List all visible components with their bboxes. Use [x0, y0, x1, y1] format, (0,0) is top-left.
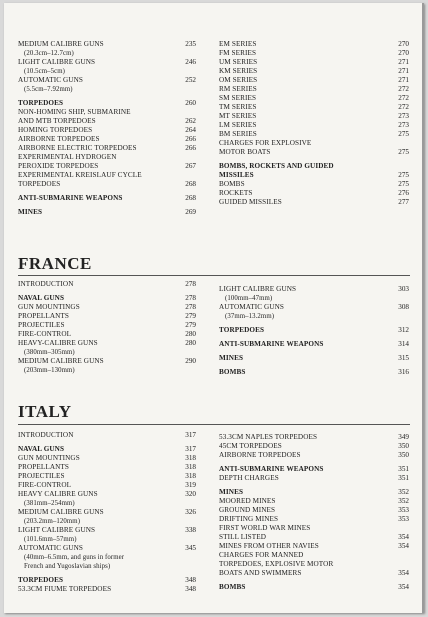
toc-entry-title: MEDIUM CALIBRE GUNS: [18, 357, 104, 365]
toc-entry-title: NAVAL GUNS: [18, 445, 65, 453]
toc-entry: [219, 103, 409, 112]
toc-entry: [219, 551, 409, 560]
toc-entry-title: EXPERIMENTAL HYDROGEN: [18, 153, 117, 161]
toc-entry-page: 271: [398, 58, 409, 66]
toc-entry-page: 338: [185, 526, 196, 534]
top-left-column: [18, 40, 196, 217]
toc-entry-title: EXPERIMENTAL KREISLAUF CYCLE: [18, 171, 142, 179]
toc-entry: [219, 326, 409, 335]
toc-entry-title: NAVAL GUNS: [18, 294, 65, 302]
toc-entry: [18, 280, 196, 289]
toc-entry-title: AUTOMATIC GUNS: [219, 303, 284, 311]
toc-entry-page: 267: [185, 162, 196, 170]
toc-entry-page: 278: [185, 280, 196, 288]
toc-entry-title: (37mm–13.2mm): [225, 313, 275, 320]
toc-entry: [219, 121, 409, 130]
toc-entry-page: 318: [185, 454, 196, 462]
toc-entry: [219, 354, 409, 363]
toc-entry-title: INTRODUCTION: [18, 431, 74, 439]
toc-entry-title: LIGHT CALIBRE GUNS: [18, 526, 96, 534]
toc-entry-title: AIRBORNE TORPEDOES: [219, 451, 301, 459]
toc-entry: [219, 180, 409, 189]
toc-entry-title: ROCKETS: [219, 189, 253, 197]
toc-entry: [219, 488, 409, 497]
toc-entry: [18, 321, 196, 330]
toc-entry-title: TORPEDOES: [219, 326, 265, 334]
toc-entry-title: (10.5cm–5cm): [24, 68, 66, 75]
toc-entry-title: EM SERIES: [219, 40, 257, 48]
toc-entry-title: GUN MOUNTINGS: [18, 454, 80, 462]
top-right-column: [219, 40, 409, 207]
toc-entry: [219, 451, 409, 460]
toc-entry-title: CHARGES FOR MANNED: [219, 551, 304, 559]
toc-entry-page: 266: [185, 135, 196, 143]
toc-entry: [18, 67, 196, 76]
toc-entry: [18, 526, 196, 535]
toc-entry-page: 270: [398, 40, 409, 48]
toc-entry: [219, 533, 409, 542]
toc-entry: [18, 481, 196, 490]
toc-entry-page: 268: [185, 180, 196, 188]
toc-entry-title: BM SERIES: [219, 130, 257, 138]
toc-entry-title: ANTI-SUBMARINE WEAPONS: [219, 465, 324, 473]
france-right-column: [219, 285, 409, 377]
toc-entry-page: 351: [398, 474, 409, 482]
toc-entry-title: LIGHT CALIBRE GUNS: [18, 58, 96, 66]
toc-entry: [18, 431, 196, 440]
toc-entry-page: 279: [185, 321, 196, 329]
toc-entry-page: 303: [398, 285, 409, 293]
toc-entry-title: BOMBS: [219, 180, 245, 188]
toc-entry-page: 278: [185, 294, 196, 302]
toc-entry-title: FIRST WORLD WAR MINES: [219, 524, 311, 532]
toc-entry-title: (203mm–130mm): [24, 367, 75, 374]
toc-entry-page: 278: [185, 303, 196, 311]
toc-entry: [219, 294, 409, 303]
toc-entry-title: (100mm–47mm): [225, 295, 273, 302]
toc-entry: [219, 583, 409, 592]
toc-entry: [18, 294, 196, 303]
toc-entry-title: MINES FROM OTHER NAVIES: [219, 542, 319, 550]
toc-entry-title: FIRE-CONTROL: [18, 330, 72, 338]
toc-entry-page: 262: [185, 117, 196, 125]
toc-entry: [219, 171, 409, 180]
toc-entry-title: (40mm–6.5mm, and guns in former: [24, 554, 125, 561]
toc-entry: [18, 162, 196, 171]
toc-entry: [18, 463, 196, 472]
toc-entry: [219, 303, 409, 312]
toc-entry-page: 348: [185, 576, 196, 584]
toc-entry-title: MEDIUM CALIBRE GUNS: [18, 40, 104, 48]
toc-entry-page: 275: [398, 171, 409, 179]
toc-entry-title: LM SERIES: [219, 121, 257, 129]
toc-entry-title: AIRBORNE ELECTRIC TORPEDOES: [18, 144, 137, 152]
toc-entry-title: MEDIUM CALIBRE GUNS: [18, 508, 104, 516]
france-rule: [18, 275, 410, 276]
toc-entry: [18, 357, 196, 366]
toc-entry-title: (381mm–254mm): [24, 500, 75, 507]
toc-entry: [18, 49, 196, 58]
toc-entry-page: 312: [398, 326, 409, 334]
toc-entry-title: (101.6mm–57mm): [24, 536, 77, 543]
toc-entry: [219, 162, 409, 171]
italy-heading: ITALY: [18, 402, 72, 421]
toc-entry: [219, 148, 409, 157]
toc-entry-page: 348: [185, 585, 196, 593]
toc-entry-title: 53.3CM FIUME TORPEDOES: [18, 585, 112, 593]
toc-entry-title: French and Yugoslavian ships): [24, 563, 111, 570]
toc-entry-title: LIGHT CALIBRE GUNS: [219, 285, 297, 293]
toc-entry-title: DEPTH CHARGES: [219, 474, 279, 482]
toc-entry-title: MISSILES: [219, 171, 254, 179]
toc-entry-title: BOMBS, ROCKETS AND GUIDED: [219, 162, 334, 170]
toc-entry: [219, 58, 409, 67]
toc-entry-title: PROPELLANTS: [18, 312, 70, 320]
toc-entry-title: DRIFTING MINES: [219, 515, 279, 523]
toc-entry-page: 277: [398, 198, 409, 206]
toc-entry: [18, 40, 196, 49]
toc-entry: [219, 139, 409, 148]
toc-entry-title: FIRE-CONTROL: [18, 481, 72, 489]
toc-entry-page: 275: [398, 148, 409, 156]
toc-entry-title: KM SERIES: [219, 67, 258, 75]
toc-entry: [18, 126, 196, 135]
toc-entry: [18, 58, 196, 67]
toc-entry-title: BOMBS: [219, 368, 246, 376]
toc-entry-title: SM SERIES: [219, 94, 257, 102]
toc-entry: [219, 49, 409, 58]
toc-entry-title: NON-HOMING SHIP, SUBMARINE: [18, 108, 131, 116]
toc-entry-page: 318: [185, 463, 196, 471]
toc-entry: [18, 472, 196, 481]
toc-entry-page: 272: [398, 94, 409, 102]
toc-entry-title: HOMING TORPEDOES: [18, 126, 93, 134]
toc-entry: [219, 130, 409, 139]
italy-rule: [18, 424, 410, 425]
toc-entry: [18, 144, 196, 153]
toc-entry-title: MINES: [18, 208, 43, 216]
toc-entry-title: AND MTB TORPEDOES: [18, 117, 96, 125]
toc-entry: [18, 303, 196, 312]
toc-entry-page: 275: [398, 180, 409, 188]
toc-entry: [18, 108, 196, 117]
toc-entry-page: 345: [185, 544, 196, 552]
toc-entry-title: PROJECTILES: [18, 472, 65, 480]
toc-entry-title: PROPELLANTS: [18, 463, 70, 471]
contents-page: [4, 3, 424, 613]
toc-entry-page: 317: [185, 445, 196, 453]
toc-entry: [219, 515, 409, 524]
toc-entry: [18, 194, 196, 203]
toc-entry-page: 349: [398, 433, 409, 441]
toc-entry-page: 308: [398, 303, 409, 311]
toc-entry-page: 315: [398, 354, 409, 362]
toc-entry-title: PEROXIDE TORPEDOES: [18, 162, 99, 170]
toc-entry-title: AIRBORNE TORPEDOES: [18, 135, 100, 143]
toc-entry: [219, 189, 409, 198]
toc-entry-title: MINES: [219, 488, 244, 496]
toc-entry: [18, 517, 196, 526]
toc-entry: [219, 368, 409, 377]
toc-entry-page: 354: [398, 533, 409, 541]
toc-entry: [219, 474, 409, 483]
toc-entry-page: 246: [185, 58, 196, 66]
toc-entry-title: TORPEDOES: [18, 99, 64, 107]
toc-entry: [219, 465, 409, 474]
toc-entry: [18, 348, 196, 357]
toc-entry: [18, 85, 196, 94]
toc-entry-page: 271: [398, 76, 409, 84]
toc-entry-title: AUTOMATIC GUNS: [18, 76, 83, 84]
toc-entry-title: TORPEDOES: [18, 180, 61, 188]
toc-entry-page: 276: [398, 189, 409, 197]
toc-entry: [219, 312, 409, 321]
toc-entry-page: 317: [185, 431, 196, 439]
toc-entry-title: MT SERIES: [219, 112, 257, 120]
toc-entry-page: 260: [185, 99, 196, 107]
italy-right-column: [219, 433, 409, 592]
italy-left-column: [18, 431, 196, 594]
toc-entry: [219, 442, 409, 451]
toc-entry-title: MINES: [219, 354, 244, 362]
toc-entry-title: TORPEDOES, EXPLOSIVE MOTOR: [219, 560, 334, 568]
toc-entry: [18, 171, 196, 180]
toc-entry: [18, 180, 196, 189]
toc-entry-page: 269: [185, 208, 196, 216]
toc-entry: [18, 135, 196, 144]
toc-entry-page: 354: [398, 542, 409, 550]
toc-entry: [18, 508, 196, 517]
toc-entry-page: 353: [398, 506, 409, 514]
toc-entry: [219, 94, 409, 103]
toc-entry: [219, 560, 409, 569]
toc-entry-page: 272: [398, 103, 409, 111]
toc-entry: [18, 153, 196, 162]
toc-entry: [18, 99, 196, 108]
toc-entry-page: 280: [185, 330, 196, 338]
toc-entry: [219, 542, 409, 551]
toc-entry-page: 290: [185, 357, 196, 365]
toc-entry-title: (380mm–305mm): [24, 349, 75, 356]
toc-entry: [18, 339, 196, 348]
toc-entry: [18, 76, 196, 85]
toc-entry-title: ANTI-SUBMARINE WEAPONS: [219, 340, 324, 348]
toc-entry-page: 320: [185, 490, 196, 498]
toc-entry-title: AUTOMATIC GUNS: [18, 544, 83, 552]
toc-entry-page: 235: [185, 40, 196, 48]
toc-entry-page: 351: [398, 465, 409, 473]
toc-entry-title: INTRODUCTION: [18, 280, 74, 288]
toc-entry-page: 280: [185, 339, 196, 347]
toc-entry-title: CHARGES FOR EXPLOSIVE: [219, 139, 312, 147]
france-heading: FRANCE: [18, 254, 92, 273]
toc-entry-page: 350: [398, 451, 409, 459]
toc-entry: [219, 285, 409, 294]
toc-entry: [18, 490, 196, 499]
toc-entry-title: PROJECTILES: [18, 321, 65, 329]
toc-entry-title: GROUND MINES: [219, 506, 276, 514]
toc-entry-title: STILL LISTED: [219, 533, 267, 541]
toc-entry-page: 266: [185, 144, 196, 152]
toc-entry-page: 252: [185, 76, 196, 84]
toc-entry-page: 264: [185, 126, 196, 134]
toc-entry: [219, 67, 409, 76]
toc-entry-page: 353: [398, 515, 409, 523]
toc-entry-title: TM SERIES: [219, 103, 257, 111]
toc-entry: [18, 553, 196, 562]
toc-entry-page: 352: [398, 488, 409, 496]
toc-entry-title: RM SERIES: [219, 85, 257, 93]
toc-entry-page: 271: [398, 67, 409, 75]
toc-entry-page: 314: [398, 340, 409, 348]
toc-entry-title: GUN MOUNTINGS: [18, 303, 80, 311]
toc-entry-title: OM SERIES: [219, 76, 258, 84]
toc-entry: [18, 535, 196, 544]
toc-entry-page: 272: [398, 85, 409, 93]
toc-entry: [219, 340, 409, 349]
toc-entry: [219, 524, 409, 533]
toc-entry-page: 318: [185, 472, 196, 480]
toc-entry: [219, 85, 409, 94]
toc-entry-title: 45CM TORPEDOES: [219, 442, 282, 450]
toc-entry: [18, 585, 196, 594]
toc-entry: [219, 569, 409, 578]
toc-entry: [18, 576, 196, 585]
toc-entry-page: 273: [398, 121, 409, 129]
france-left-column: [18, 280, 196, 375]
toc-entry: [18, 562, 196, 571]
toc-entry: [18, 454, 196, 463]
toc-entry: [18, 330, 196, 339]
toc-entry-page: 354: [398, 583, 409, 591]
toc-entry-title: MOTOR BOATS: [219, 148, 271, 156]
toc-entry: [18, 499, 196, 508]
toc-entry: [219, 40, 409, 49]
toc-entry-title: (203.2mm–120mm): [24, 518, 81, 525]
toc-entry: [18, 312, 196, 321]
toc-entry-page: 268: [185, 194, 196, 202]
toc-entry: [18, 544, 196, 553]
toc-entry: [219, 112, 409, 121]
toc-entry: [219, 497, 409, 506]
toc-entry-page: 270: [398, 49, 409, 57]
toc-entry-title: (20.3cm–12.7cm): [24, 50, 74, 57]
toc-entry-title: UM SERIES: [219, 58, 258, 66]
toc-entry: [219, 198, 409, 207]
toc-entry-page: 279: [185, 312, 196, 320]
toc-entry-title: FM SERIES: [219, 49, 257, 57]
toc-entry-title: HEAVY-CALIBRE GUNS: [18, 339, 98, 347]
toc-entry: [219, 506, 409, 515]
toc-entry: [18, 445, 196, 454]
toc-entry-page: 350: [398, 442, 409, 450]
toc-entry-title: (5.5cm–7.92mm): [24, 86, 73, 93]
toc-entry: [18, 208, 196, 217]
toc-entry: [18, 366, 196, 375]
toc-entry-page: 316: [398, 368, 409, 376]
toc-entry-title: 53.3CM NAPLES TORPEDOES: [219, 433, 318, 441]
toc-entry: [219, 76, 409, 85]
toc-entry-page: 319: [185, 481, 196, 489]
toc-entry-page: 354: [398, 569, 409, 577]
toc-entry-title: TORPEDOES: [18, 576, 64, 584]
toc-entry-title: HEAVY CALIBRE GUNS: [18, 490, 98, 498]
toc-entry-page: 273: [398, 112, 409, 120]
toc-entry-title: BOMBS: [219, 583, 246, 591]
toc-entry-page: 352: [398, 497, 409, 505]
toc-entry-title: GUIDED MISSILES: [219, 198, 282, 206]
toc-entry: [18, 117, 196, 126]
toc-entry-page: 326: [185, 508, 196, 516]
toc-entry-title: MOORED MINES: [219, 497, 276, 505]
toc-entry-title: ANTI-SUBMARINE WEAPONS: [18, 194, 123, 202]
toc-entry-title: BOATS AND SWIMMERS: [219, 569, 302, 577]
toc-entry-page: 275: [398, 130, 409, 138]
toc-entry: [219, 433, 409, 442]
